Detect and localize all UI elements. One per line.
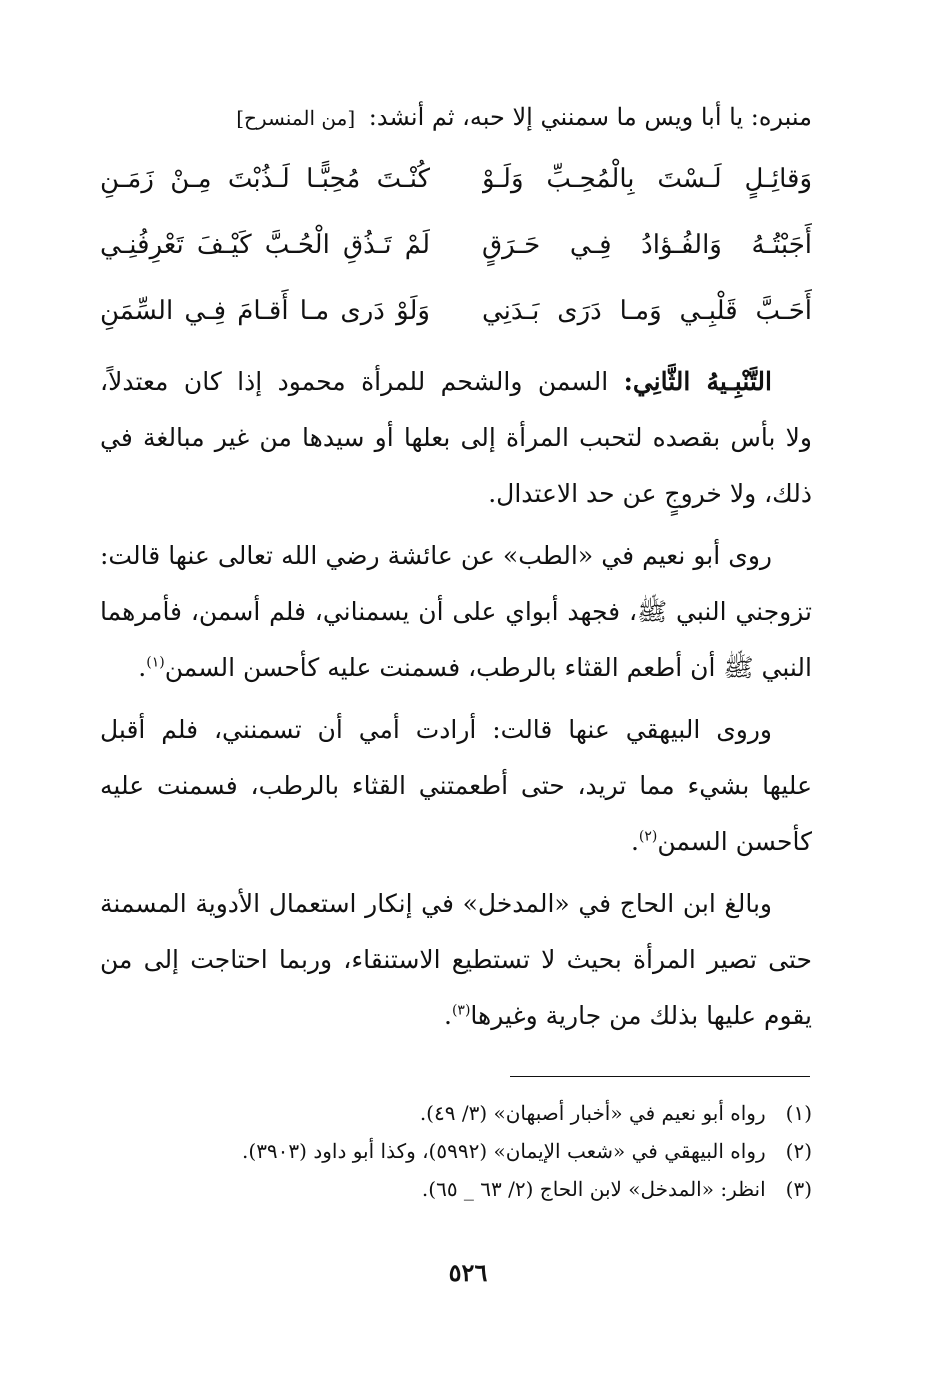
paragraph-bayhaqi bbox=[100, 702, 812, 870]
section-heading: التَّنْبِـيهُ الثَّانِي: bbox=[623, 367, 772, 396]
footnote-marker[interactable]: (٢) bbox=[638, 828, 658, 845]
verse-3 bbox=[100, 278, 812, 344]
hemistich-first: وَقائِـلٍ لَـسْتَ بِالْمُحِـبِّ وَلَـوْ bbox=[482, 164, 812, 194]
line-text: النبي ﷺ أن أطعم القثاء بالرطب، فسمنت عليه كأحسن السمن bbox=[164, 653, 812, 682]
footnote-number: (٣) bbox=[785, 1177, 812, 1201]
paragraph-line bbox=[100, 932, 812, 988]
footnote-text: انظر: «المدخل» لابن الحاج (٢/ ٦٣ _ ٦٥). bbox=[421, 1177, 766, 1201]
footnote-text: رواه البيهقي في «شعب الإيمان» (٥٩٩٢)، وكذا أبو داود (٣٩٠٣). bbox=[242, 1139, 766, 1163]
footnote-2 bbox=[100, 1132, 812, 1170]
page-number: ٥٢٦ bbox=[448, 1258, 488, 1287]
paragraph-line bbox=[100, 354, 812, 410]
footnote-rule bbox=[510, 1076, 810, 1077]
line-text: حتى تصير المرأة بحيث لا تستطيع الاستنقاء، وربما احتاجت إلى من bbox=[100, 945, 812, 974]
paragraph-line bbox=[100, 528, 812, 584]
paragraph-second-note bbox=[100, 354, 812, 522]
paragraph-line bbox=[100, 876, 812, 932]
hemistich-second: وَلَوْ دَرى مـا أَقـامَ فِـي السِّمَنِ bbox=[100, 296, 430, 326]
paragraph-ibn-al-hajj bbox=[100, 876, 812, 1044]
verse-1 bbox=[100, 146, 812, 212]
paragraph-line bbox=[100, 702, 812, 758]
line-text: السمن والشحم للمرأة محمود إذا كان معتدلاً، bbox=[100, 367, 624, 396]
line-end: . bbox=[630, 827, 639, 856]
footnote-1 bbox=[100, 1094, 812, 1132]
footnote-text: رواه أبو نعيم في «أخبار أصبهان» (٣/ ٤٩). bbox=[419, 1101, 766, 1125]
meter-label: [من المنسرح] bbox=[236, 106, 356, 130]
poem bbox=[100, 146, 812, 344]
page-body bbox=[100, 92, 812, 1044]
line-end: . bbox=[443, 1001, 452, 1030]
footnote-number: (١) bbox=[785, 1101, 812, 1125]
footnote-marker[interactable]: (١) bbox=[146, 654, 165, 671]
line-text: روى أبو نعيم في «الطب» عن عائشة رضي الله تعالى عنها قالت: bbox=[100, 541, 772, 570]
paragraph-line bbox=[100, 640, 812, 696]
line-end: . bbox=[138, 653, 147, 682]
paragraph-line bbox=[100, 988, 812, 1044]
intro-line bbox=[100, 92, 812, 142]
intro-text: منبره: يا أبا ويس ما سمنني إلا حبه، ثم أنشد: bbox=[368, 103, 812, 131]
paragraph-line bbox=[100, 584, 812, 640]
line-text: وبالغ ابن الحاج في «المدخل» في إنكار استعمال الأدوية المسمنة bbox=[100, 889, 772, 918]
paragraph-line bbox=[100, 814, 812, 870]
paragraph-line bbox=[100, 410, 812, 466]
hemistich-second: كُنْـتَ مُحِبًّـا لَـذُبْتَ مِـنْ زَمَـنِ bbox=[100, 164, 430, 194]
paragraph-line bbox=[100, 758, 812, 814]
hemistich-first: أَحَـبَّ قَلْبِـي وَمـا دَرَى بَـدَنِي bbox=[482, 296, 812, 326]
footnote-marker[interactable]: (٣) bbox=[451, 1002, 471, 1019]
footnote-3 bbox=[100, 1170, 812, 1208]
line-text: يقوم عليها بذلك من جارية وغيرها bbox=[470, 1001, 812, 1030]
line-text: ذلك، ولا خروجٍ عن حد الاعتدال. bbox=[488, 479, 812, 508]
verse-2 bbox=[100, 212, 812, 278]
footnotes bbox=[100, 1094, 812, 1208]
hemistich-second: لَمْ تَـذُقِ الْحُـبَّ كَيْـفَ تَعْرِفُنِـي bbox=[100, 230, 430, 260]
line-text: عليها بشيء مما تريد، حتى أطعمتني القثاء بالرطب، فسمنت عليه bbox=[100, 771, 812, 800]
line-text: كأحسن السمن bbox=[657, 827, 812, 856]
paragraph-line bbox=[100, 466, 812, 522]
footnote-number: (٢) bbox=[785, 1139, 812, 1163]
hemistich-first: أَجَبْتُـهُ وَالفُـؤادُ فِـي حَـرَقٍ bbox=[482, 230, 812, 260]
line-text: وروى البيهقي عنها قالت: أرادت أمي أن تسمنني، فلم أقبل bbox=[100, 715, 773, 744]
paragraph-abu-nuaym bbox=[100, 528, 812, 696]
line-text: تزوجني النبي ﷺ، فجهد أبواي على أن يسمناني، فلم أسمن، فأمرهما bbox=[100, 597, 812, 626]
line-text: ولا بأس بقصده لتحبب المرأة إلى بعلها أو سيدها من غير مبالغة في bbox=[100, 423, 812, 452]
